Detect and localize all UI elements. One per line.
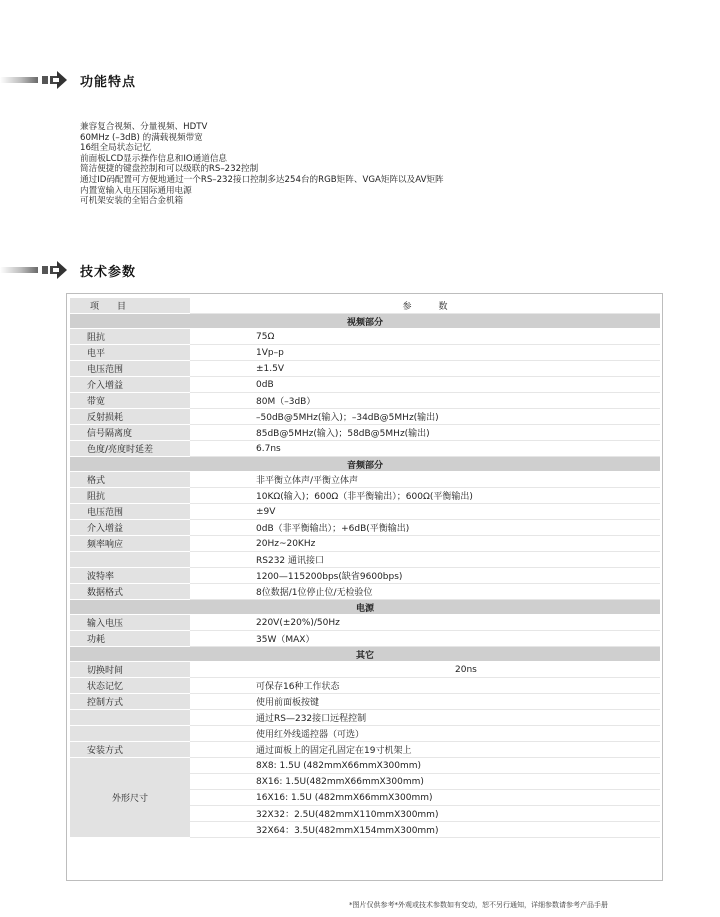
header-param: 参 数: [190, 298, 660, 314]
row-value: 8X8: 1.5U (482mmX66mmX300mm): [190, 758, 660, 774]
table-row: [70, 615, 660, 631]
row-value: 32X64：3.5U(482mmX154mmX300mm): [190, 822, 660, 838]
row-value: 可保存16种工作状态: [190, 678, 660, 694]
specs-section-header: [0, 260, 200, 280]
features-list: [80, 122, 444, 207]
table-row: [70, 568, 660, 584]
row-value: 8位数据/1位停止位/无检验位: [190, 584, 660, 600]
specs-title: 技术参数: [80, 265, 137, 280]
row-label: 数据格式: [70, 584, 190, 600]
table-row: [70, 742, 660, 758]
header-gradient-bar: [0, 77, 38, 83]
row-label: 电压范围: [70, 504, 190, 520]
row-label: 带宽: [70, 393, 190, 409]
section-row-audio: [70, 457, 660, 472]
table-row: [70, 536, 660, 552]
table-row: [70, 662, 660, 678]
row-label: 介入增益: [70, 377, 190, 393]
feature-item: 内置宽输入电压国际通用电源: [80, 185, 192, 196]
row-value: 80M（–3dB）: [190, 393, 660, 409]
table-row: [70, 504, 660, 520]
row-label: 格式: [70, 472, 190, 488]
row-value: 10KΩ(输入)；600Ω（非平衡输出）；600Ω(平衡输出): [190, 488, 660, 504]
table-row: [70, 329, 660, 345]
row-value: RS232 通讯接口: [190, 552, 660, 568]
table-row: [70, 409, 660, 425]
row-label: 切换时间: [70, 662, 190, 678]
row-label: 功耗: [70, 631, 190, 647]
row-value: 75Ω: [190, 329, 660, 345]
header-gradient-bar: [0, 267, 38, 273]
row-label: 电压范围: [70, 361, 190, 377]
row-label: [70, 552, 190, 568]
row-value: 1200—115200bps(缺省9600bps): [190, 568, 660, 584]
table-row: [70, 678, 660, 694]
row-value: 通过RS—232接口远程控制: [190, 710, 660, 726]
row-value: 0dB（非平衡输出）；+6dB(平衡输出): [190, 520, 660, 536]
feature-item: 可机架安装的全铝合金机箱: [80, 196, 184, 207]
feature-item: 通过ID码配置可方便地通过一个RS–232接口控制多达254台的RGB矩阵、VGA矩阵以及AV矩阵: [80, 174, 444, 185]
row-label: 安装方式: [70, 742, 190, 758]
row-value: 1Vp–p: [190, 345, 660, 361]
row-value: 85dB@5MHz(输入)；58dB@5MHz(输出): [190, 425, 660, 441]
row-value: 35W（MAX）: [190, 631, 660, 647]
section-label: 视频部分: [70, 314, 660, 329]
feature-item: 简洁便捷的键盘控制和可以级联的RS–232控制: [80, 164, 259, 175]
row-label: 介入增益: [70, 520, 190, 536]
row-label: 频率响应: [70, 536, 190, 552]
row-label: 输入电压: [70, 615, 190, 631]
section-label: 其它: [70, 647, 660, 662]
header-item: 项 目: [70, 298, 190, 314]
row-value: 20Hz~20KHz: [190, 536, 660, 552]
feature-item: 兼容复合视频、分量视频、HDTV: [80, 122, 208, 132]
table-row: [70, 345, 660, 361]
table-row: [70, 710, 660, 726]
row-value: 6.7ns: [190, 441, 660, 457]
section-label: 音频部分: [70, 457, 660, 472]
section-row-video: [70, 314, 660, 329]
row-label: 阻抗: [70, 488, 190, 504]
table-row: [70, 631, 660, 647]
table-row: [70, 393, 660, 409]
features-title: 功能特点: [80, 75, 137, 90]
row-label: 波特率: [70, 568, 190, 584]
row-value: 非平衡立体声/平衡立体声: [190, 472, 660, 488]
row-label: 电平: [70, 345, 190, 361]
row-value: ±1.5V: [190, 361, 660, 377]
arrow-right-icon: [42, 260, 68, 280]
row-label: [70, 710, 190, 726]
table-row: [70, 377, 660, 393]
table-row: [70, 584, 660, 600]
row-value: 16X16: 1.5U (482mmX66mmX300mm): [190, 790, 660, 806]
table-row: [70, 472, 660, 488]
row-label: 信号隔离度: [70, 425, 190, 441]
table-row: [70, 425, 660, 441]
row-label: 阻抗: [70, 329, 190, 345]
row-label: 外形尺寸: [70, 758, 190, 838]
feature-item: 16组全局状态记忆: [80, 143, 152, 154]
row-value: 20ns: [190, 662, 660, 678]
row-value: 使用红外线遥控器（可选）: [190, 726, 660, 742]
row-label: 控制方式: [70, 694, 190, 710]
table-row: [70, 694, 660, 710]
row-label: 反射损耗: [70, 409, 190, 425]
row-label: [70, 726, 190, 742]
table-row: [70, 758, 660, 774]
table-row: [70, 488, 660, 504]
row-value: –50dB@5MHz(输入)；–34dB@5MHz(输出): [190, 409, 660, 425]
row-value: 使用前面板按键: [190, 694, 660, 710]
row-label: 色度/亮度时延差: [70, 441, 190, 457]
table-row: [70, 520, 660, 536]
table-row: [70, 361, 660, 377]
row-value: ±9V: [190, 504, 660, 520]
row-value: 220V(±20%)/50Hz: [190, 615, 660, 631]
row-value: 32X32：2.5U(482mmX110mmX300mm): [190, 806, 660, 822]
table-row: [70, 726, 660, 742]
features-section-header: [0, 70, 200, 90]
row-value: 8X16: 1.5U(482mmX66mmX300mm): [190, 774, 660, 790]
footnote: *图片仅供参考*外观或技术参数如有变动，恕不另行通知，详细参数请参考产品手册: [349, 901, 608, 909]
spec-table: [70, 298, 660, 838]
row-value: 通过面板上的固定孔固定在19寸机架上: [190, 742, 660, 758]
feature-item: 前面板LCD显示操作信息和IO通道信息: [80, 153, 228, 164]
table-row: [70, 552, 660, 568]
arrow-right-icon: [42, 70, 68, 90]
feature-item: 60MHz (–3dB) 的满载视频带宽: [80, 132, 203, 143]
row-value: 0dB: [190, 377, 660, 393]
section-row-power: [70, 600, 660, 615]
table-header-row: [70, 298, 660, 314]
section-row-other: [70, 647, 660, 662]
row-label: 状态记忆: [70, 678, 190, 694]
table-row: [70, 441, 660, 457]
section-label: 电源: [70, 600, 660, 615]
